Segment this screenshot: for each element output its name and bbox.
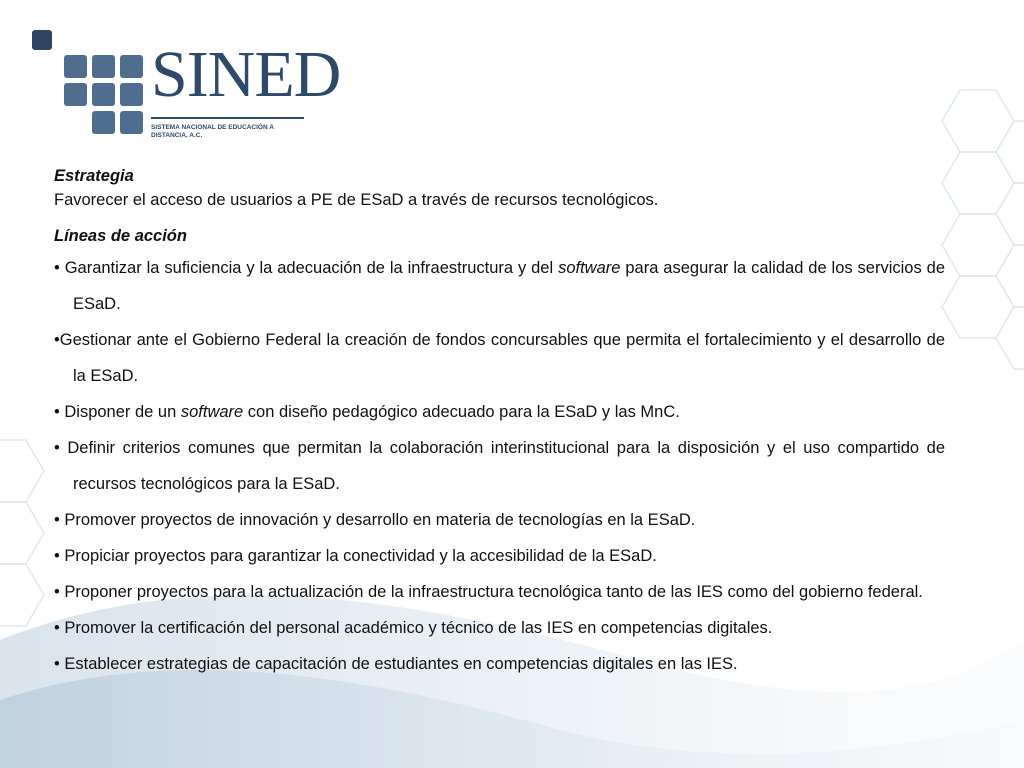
list-item xyxy=(54,538,945,574)
item-text: • Establecer estrategias de capacitación de estudiantes en competencias digitales en las IES. xyxy=(54,655,738,673)
logo-square xyxy=(92,111,115,134)
logo-wordmark: SINED xyxy=(151,38,341,111)
spacer xyxy=(54,212,945,224)
logo-divider xyxy=(151,117,304,119)
item-text: para asegurar la calidad de los servicios de ESaD. xyxy=(73,259,945,313)
item-text: • Proponer proyectos para la actualización de la infraestructura tecnológica tanto de las IES como del gobierno federal. xyxy=(54,583,923,601)
sined-logo xyxy=(30,28,341,140)
logo-square xyxy=(120,83,143,106)
slide-content xyxy=(54,164,945,682)
item-text: • Definir criterios comunes que permitan la colaboración interinstitucional para la disposición y el uso compartido de recursos tecnológicos para la ESaD. xyxy=(54,439,945,493)
item-text: • Promover la certificación del personal académico y técnico de las IES en competencias digitales. xyxy=(54,619,773,637)
item-emphasis: software xyxy=(558,259,621,277)
item-text: • Disponer de un xyxy=(54,403,181,421)
list-item xyxy=(54,250,945,322)
list-item xyxy=(54,394,945,430)
logo-subtitle: SISTEMA NACIONAL DE EDUCACIÓN A DISTANCIA, A.C. xyxy=(151,124,274,139)
item-emphasis: software xyxy=(180,403,244,421)
item-text: • Promover proyectos de innovación y desarrollo en materia de tecnologías en la ESaD. xyxy=(54,511,696,529)
list-item xyxy=(54,502,945,538)
item-text: •Gestionar ante el Gobierno Federal la creación de fondos concursables que permita el fortalecimiento y el desarrollo de la ESaD. xyxy=(54,331,945,385)
estrategia-text: Favorecer el acceso de usuarios a PE de ESaD a través de recursos tecnológicos. xyxy=(54,191,659,209)
list-item xyxy=(54,322,945,394)
list-item xyxy=(54,646,945,682)
item-text: • Garantizar la suficiencia y la adecuación de la infraestructura y del xyxy=(54,259,559,277)
logo-square xyxy=(64,55,87,78)
list-item xyxy=(54,430,945,502)
estrategia-heading: Estrategia xyxy=(54,167,134,185)
logo-square xyxy=(120,55,143,78)
logo-square xyxy=(120,111,143,134)
list-item xyxy=(54,574,945,610)
logo-square xyxy=(92,83,115,106)
lineas-heading: Líneas de acción xyxy=(54,227,187,245)
logo-square xyxy=(32,30,52,50)
logo-square xyxy=(64,83,87,106)
item-text: con diseño pedagógico adecuado para la ESaD y las MnC. xyxy=(243,403,680,421)
list-item xyxy=(54,610,945,646)
logo-square xyxy=(92,55,115,78)
action-list xyxy=(54,250,945,682)
item-text: • Propiciar proyectos para garantizar la conectividad y la accesibilidad de la ESaD. xyxy=(54,547,657,565)
